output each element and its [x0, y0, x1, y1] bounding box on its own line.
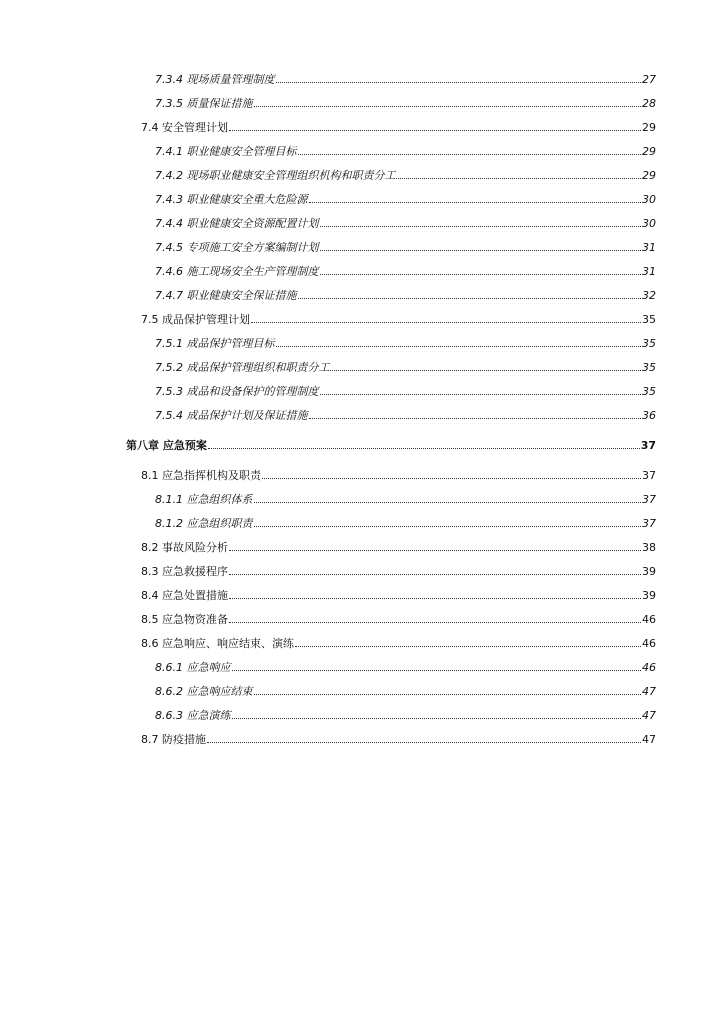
toc-entry-title: 7.4.4 职业健康安全资源配置计划 — [155, 217, 319, 230]
toc-entry[interactable] — [141, 462, 656, 482]
toc-entry[interactable] — [155, 402, 656, 422]
toc-page-number: 29 — [642, 121, 656, 134]
toc-entry[interactable] — [155, 510, 656, 530]
toc-page-number: 46 — [642, 637, 656, 650]
toc-entry[interactable] — [155, 378, 656, 398]
toc-entry[interactable] — [141, 114, 656, 134]
toc-page-number: 47 — [642, 733, 656, 746]
toc-page-number: 28 — [642, 97, 656, 110]
toc-page-number: 39 — [642, 565, 656, 578]
toc-entry-title: 8.3 应急救援程序 — [141, 565, 228, 578]
toc-page-number: 32 — [642, 289, 656, 302]
toc-entry-title: 7.3.4 现场质量管理制度 — [155, 73, 275, 86]
toc-page-number: 31 — [642, 241, 656, 254]
toc-page-number: 35 — [642, 361, 656, 374]
toc-dot-leader — [208, 448, 640, 449]
toc-page-number: 47 — [642, 709, 656, 722]
toc-entry[interactable] — [155, 702, 656, 722]
toc-entry[interactable] — [155, 162, 656, 182]
toc-entry[interactable] — [141, 726, 656, 746]
toc-entry-title: 7.4 安全管理计划 — [141, 121, 228, 134]
toc-entry[interactable] — [155, 234, 656, 254]
toc-dot-leader — [254, 106, 642, 107]
toc-entry-title: 7.5 成品保护管理计划 — [141, 313, 250, 326]
toc-dot-leader — [229, 574, 641, 575]
toc-entry[interactable] — [141, 558, 656, 578]
toc-entry[interactable] — [141, 534, 656, 554]
toc-dot-leader — [330, 370, 641, 371]
toc-entry[interactable] — [155, 66, 656, 86]
toc-page-number: 39 — [642, 589, 656, 602]
toc-page-number: 46 — [642, 613, 656, 626]
toc-entry-title: 7.5.3 成品和设备保护的管理制度 — [155, 385, 319, 398]
toc-dot-leader — [320, 394, 642, 395]
toc-dot-leader — [262, 478, 641, 479]
toc-page-number: 37 — [642, 493, 656, 506]
toc-dot-leader — [229, 598, 641, 599]
toc-page-number: 37 — [642, 517, 656, 530]
toc-entry[interactable] — [155, 210, 656, 230]
toc-entry[interactable] — [155, 90, 656, 110]
toc-entry-title: 8.6 应急响应、响应结束、演练 — [141, 637, 294, 650]
toc-entry-title: 8.6.2 应急响应结束 — [155, 685, 253, 698]
toc-entry-title: 8.6.3 应急演练 — [155, 709, 231, 722]
toc-dot-leader — [232, 670, 642, 671]
toc-entry-title: 8.4 应急处置措施 — [141, 589, 228, 602]
toc-entry-title: 7.3.5 质量保证措施 — [155, 97, 253, 110]
toc-dot-leader — [320, 250, 642, 251]
toc-entry[interactable] — [155, 186, 656, 206]
toc-dot-leader — [207, 742, 641, 743]
toc-dot-leader — [229, 550, 641, 551]
toc-entry-title: 8.6.1 应急响应 — [155, 661, 231, 674]
toc-page-number: 31 — [642, 265, 656, 278]
toc-entry-title: 7.4.5 专项施工安全方案编制计划 — [155, 241, 319, 254]
toc-entry-title: 8.2 事故风险分析 — [141, 541, 228, 554]
toc-entry[interactable] — [141, 606, 656, 626]
toc-dot-leader — [254, 694, 642, 695]
toc-dot-leader — [320, 226, 642, 227]
toc-page-number: 37 — [642, 469, 656, 482]
toc-page-number: 35 — [642, 385, 656, 398]
toc-entry-title: 8.7 防疫措施 — [141, 733, 206, 746]
toc-dot-leader — [254, 502, 642, 503]
toc-dot-leader — [276, 82, 642, 83]
toc-entry[interactable] — [155, 354, 656, 374]
toc-page-number: 27 — [642, 73, 656, 86]
toc-dot-leader — [295, 646, 641, 647]
toc-dot-leader — [309, 202, 642, 203]
toc-entry-title: 7.5.4 成品保护计划及保证措施 — [155, 409, 308, 422]
toc-entry-title: 8.1.1 应急组织体系 — [155, 493, 253, 506]
toc-page-number: 30 — [642, 193, 656, 206]
toc-dot-leader — [254, 526, 642, 527]
toc-entry[interactable] — [155, 678, 656, 698]
toc-entry[interactable] — [155, 486, 656, 506]
toc-page-number: 29 — [642, 169, 656, 182]
toc-entry[interactable] — [155, 330, 656, 350]
toc-entry[interactable] — [155, 258, 656, 278]
toc-page-number: 36 — [642, 409, 656, 422]
toc-entry-title: 8.5 应急物资准备 — [141, 613, 228, 626]
toc-page-number: 29 — [642, 145, 656, 158]
toc-entry-title: 7.5.1 成品保护管理目标 — [155, 337, 275, 350]
toc-dot-leader — [229, 130, 641, 131]
toc-entry[interactable] — [155, 654, 656, 674]
toc-dot-leader — [298, 154, 642, 155]
toc-dot-leader — [309, 418, 642, 419]
toc-entry[interactable] — [155, 138, 656, 158]
toc-dot-leader — [229, 622, 641, 623]
toc-entry-title: 8.1 应急指挥机构及职责 — [141, 469, 261, 482]
toc-page-number: 37 — [640, 439, 656, 452]
toc-page-number: 30 — [642, 217, 656, 230]
toc-entry-title: 7.4.7 职业健康安全保证措施 — [155, 289, 297, 302]
toc-page-number: 35 — [642, 313, 656, 326]
toc-dot-leader — [276, 346, 642, 347]
toc-entry-title: 7.4.3 职业健康安全重大危险源 — [155, 193, 308, 206]
toc-chapter-entry[interactable] — [126, 432, 656, 452]
toc-dot-leader — [251, 322, 641, 323]
toc-entry-title: 7.4.6 施工现场安全生产管理制度 — [155, 265, 319, 278]
toc-entry-title: 7.4.1 职业健康安全管理目标 — [155, 145, 297, 158]
toc-entry-title: 7.5.2 成品保护管理组织和职责分工 — [155, 361, 330, 374]
toc-dot-leader — [396, 178, 641, 179]
toc-dot-leader — [320, 274, 642, 275]
toc-entry-title: 第八章 应急预案 — [126, 439, 207, 452]
toc-entry-title: 7.4.2 现场职业健康安全管理组织机构和职责分工 — [155, 169, 396, 182]
toc-entry[interactable] — [141, 582, 656, 602]
toc-entry[interactable] — [141, 306, 656, 326]
toc-page-number: 35 — [642, 337, 656, 350]
toc-entry-title: 8.1.2 应急组织职责 — [155, 517, 253, 530]
toc-entry[interactable] — [141, 630, 656, 650]
toc-entry[interactable] — [155, 282, 656, 302]
toc-dot-leader — [298, 298, 642, 299]
toc-page-number: 47 — [642, 685, 656, 698]
toc-page-number: 38 — [642, 541, 656, 554]
toc-dot-leader — [232, 718, 642, 719]
toc-page-number: 46 — [642, 661, 656, 674]
